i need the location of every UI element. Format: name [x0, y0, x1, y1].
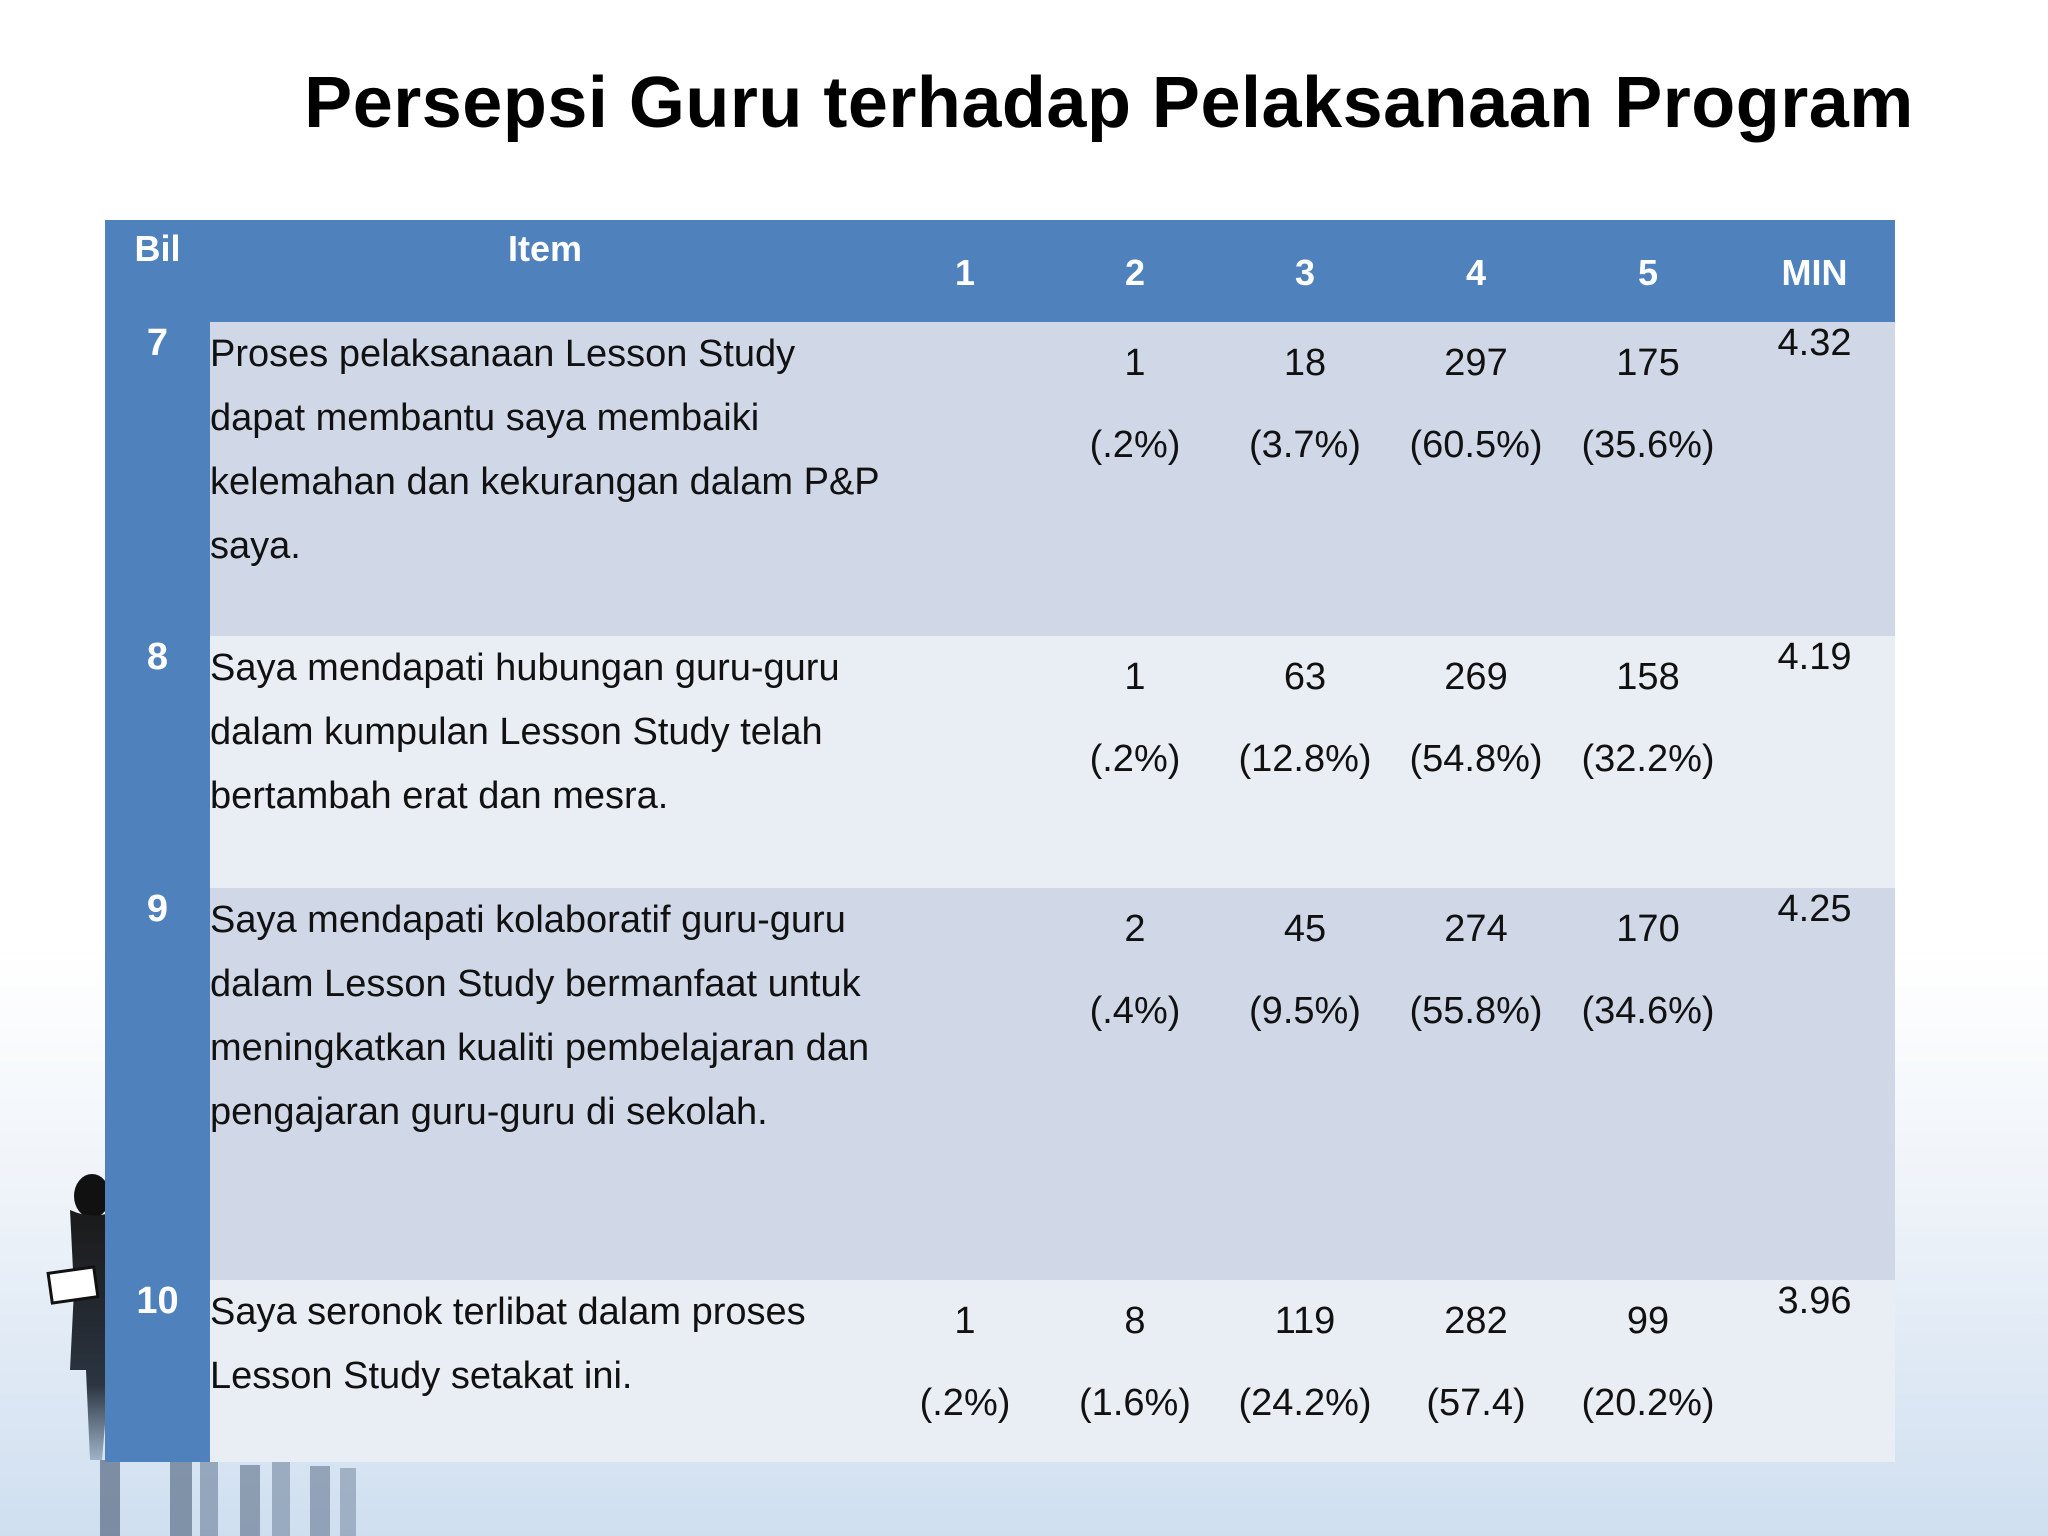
- cell-scale-2: 8 (1.6%): [1050, 1280, 1220, 1462]
- cell-scale-2: 1 (.2%): [1050, 636, 1220, 888]
- cell-min: 4.32: [1734, 322, 1895, 636]
- row-item-text: Proses pelaksanaan Lesson Study dapat membantu saya membaiki kelemahan dan kekurangan dalam P&P saya.: [210, 322, 880, 636]
- row-number: 9: [105, 888, 210, 1280]
- survey-table: [105, 220, 1895, 1462]
- row-item-text: Saya seronok terlibat dalam proses Lesson Study setakat ini.: [210, 1280, 880, 1462]
- header-bil: Bil: [105, 220, 210, 322]
- header-scale-1: 1: [880, 220, 1050, 322]
- cell-min: 4.25: [1734, 888, 1895, 1280]
- cell-scale-5: 170 (34.6%): [1562, 888, 1734, 1280]
- table-row: [105, 888, 1895, 1280]
- table-row: [105, 322, 1895, 636]
- cell-scale-3: 119 (24.2%): [1220, 1280, 1390, 1462]
- cell-scale-4: 282 (57.4): [1390, 1280, 1562, 1462]
- cell-scale-2: 1 (.2%): [1050, 322, 1220, 636]
- table-row: [105, 1280, 1895, 1462]
- row-number: 8: [105, 636, 210, 888]
- page-title: Persepsi Guru terhadap Pelaksanaan Program: [304, 63, 1914, 143]
- cell-scale-5: 158 (32.2%): [1562, 636, 1734, 888]
- row-item-text: Saya mendapati kolaboratif guru-guru dalam Lesson Study bermanfaat untuk meningkatkan kualiti pembelajaran dan pengajaran guru-guru di sekolah.: [210, 888, 880, 1280]
- cell-scale-4: 274 (55.8%): [1390, 888, 1562, 1280]
- header-scale-2: 2: [1050, 220, 1220, 322]
- cell-scale-1: [880, 888, 1050, 1280]
- cell-scale-3: 18 (3.7%): [1220, 322, 1390, 636]
- row-number: 7: [105, 322, 210, 636]
- cell-scale-1: 1 (.2%): [880, 1280, 1050, 1462]
- cell-scale-1: [880, 322, 1050, 636]
- cell-scale-3: 45 (9.5%): [1220, 888, 1390, 1280]
- cell-scale-1: [880, 636, 1050, 888]
- cell-scale-5: 99 (20.2%): [1562, 1280, 1734, 1462]
- row-number: 10: [105, 1280, 210, 1462]
- cell-min: 4.19: [1734, 636, 1895, 888]
- header-min: MIN: [1734, 220, 1895, 322]
- header-item: Item: [210, 220, 880, 322]
- cell-scale-4: 297 (60.5%): [1390, 322, 1562, 636]
- cell-scale-3: 63 (12.8%): [1220, 636, 1390, 888]
- header-row: [105, 220, 1895, 322]
- cell-scale-2: 2 (.4%): [1050, 888, 1220, 1280]
- cell-scale-4: 269 (54.8%): [1390, 636, 1562, 888]
- header-scale-4: 4: [1390, 220, 1562, 322]
- header-scale-5: 5: [1562, 220, 1734, 322]
- table-row: [105, 636, 1895, 888]
- row-item-text: Saya mendapati hubungan guru-guru dalam kumpulan Lesson Study telah bertambah erat dan mesra.: [210, 636, 880, 888]
- cell-min: 3.96: [1734, 1280, 1895, 1462]
- cell-scale-5: 175 (35.6%): [1562, 322, 1734, 636]
- header-scale-3: 3: [1220, 220, 1390, 322]
